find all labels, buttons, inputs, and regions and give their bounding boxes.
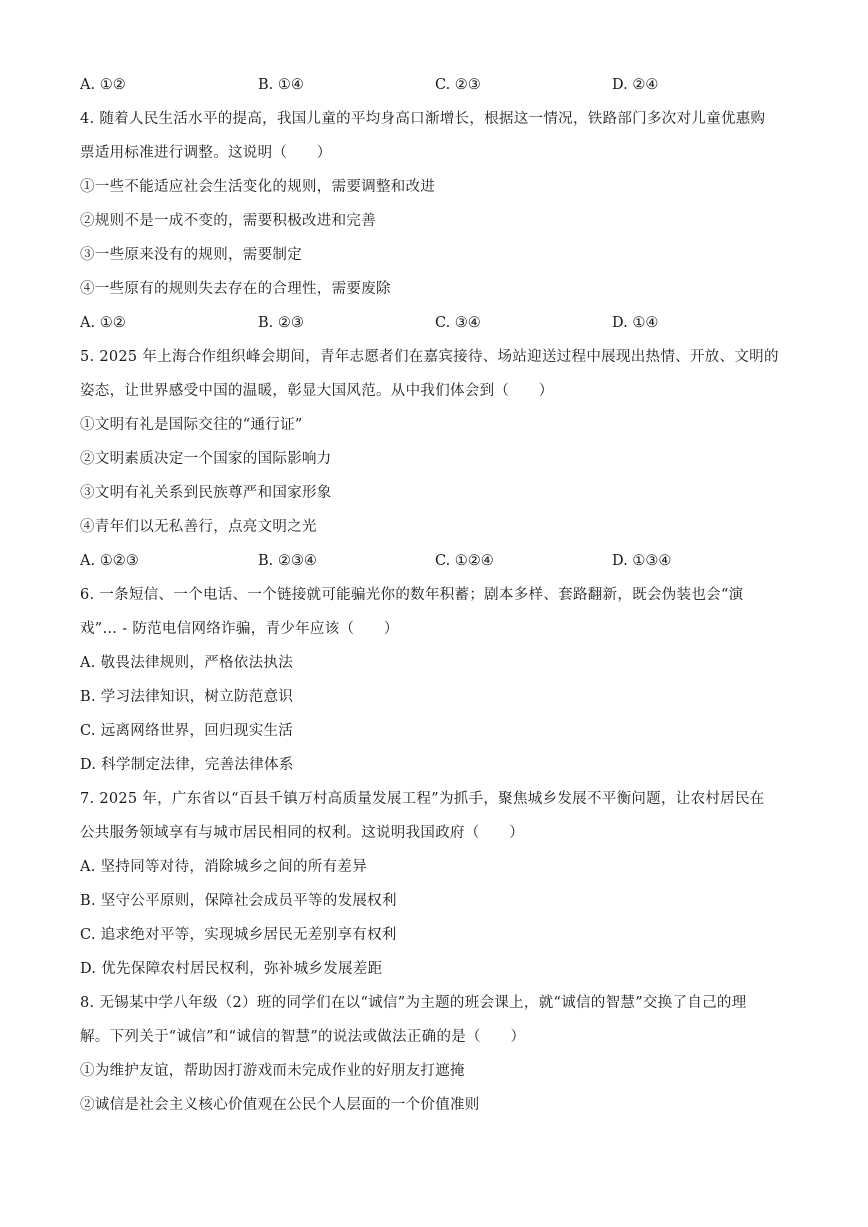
q6-stem-line2: 戏”… - 防范电信网络诈骗，青少年应该（ ） [80,621,399,637]
q3-option-a: A. ①② [80,77,126,93]
q3-option-d: D. ②④ [612,77,659,93]
q7-stem-line1: 7. 2025 年，广东省以“百县千镇万村高质量发展工程”为抓手，聚焦城乡发展不平衡问题，让农村居民在 [80,791,765,807]
q5-item-2: ②文明素质决定一个国家的国际影响力 [80,451,332,467]
q6-option-d: D. 科学制定法律，完善法律体系 [80,757,294,773]
q4-stem-line2: 票适用标准进行调整。这说明（ ） [80,145,332,161]
q8-item-1: ①为维护友谊，帮助因打游戏而未完成作业的好朋友打遮掩 [80,1063,465,1079]
q5-option-d: D. ①③④ [612,553,672,569]
q5-option-c: C. ①②④ [435,553,494,569]
q4-stem-line1: 4. 随着人民生活水平的提高，我国儿童的平均身高口渐增长，根据这一情况，铁路部门多次对儿童优惠购 [80,111,766,127]
q4-options [80,313,800,333]
q7-option-d: D. 优先保障农村居民权利，弥补城乡发展差距 [80,961,383,977]
q4-option-a: A. ①② [80,315,126,331]
q6-option-a: A. 敬畏法律规则，严格依法执法 [80,655,293,671]
q4-item-4: ④一些原有的规则失去存在的合理性，需要废除 [80,281,391,297]
q6-option-b: B. 学习法律知识，树立防范意识 [80,689,294,705]
q8-stem-line2: 解。下列关于“诚信”和“诚信的智慧”的说法或做法正确的是（ ） [80,1029,526,1045]
q4-item-1: ①一些不能适应社会生活变化的规则，需要调整和改进 [80,179,436,195]
q7-option-c: C. 追求绝对平等，实现城乡居民无差别享有权利 [80,927,397,943]
q5-options [80,551,800,571]
q5-option-b: B. ②③④ [258,553,317,569]
q5-item-4: ④青年们以无私善行，点亮文明之光 [80,519,317,535]
q4-option-b: B. ②③ [258,315,304,331]
q5-stem-line1: 5. 2025 年上海合作组织峰会期间，青年志愿者们在嘉宾接待、场站迎送过程中展现出热情、开放、文明的 [80,349,779,365]
q5-item-1: ①文明有礼是国际交往的“通行证” [80,417,303,433]
q4-item-2: ②规则不是一成不变的，需要积极改进和完善 [80,213,376,229]
q4-option-c: C. ③④ [435,315,481,331]
q3-option-c: C. ②③ [435,77,481,93]
q4-item-3: ③一些原来没有的规则，需要制定 [80,247,302,263]
q7-option-b: B. 坚守公平原则，保障社会成员平等的发展权利 [80,893,397,909]
q6-stem-line1: 6. 一条短信、一个电话、一个链接就可能骗光你的数年积蓄；剧本多样、套路翻新，既会伪装也会“演 [80,587,744,603]
q6-option-c: C. 远离网络世界，回归现实生活 [80,723,294,739]
q3-options [80,75,800,95]
q7-option-a: A. 坚持同等对待，消除城乡之间的所有差异 [80,859,367,875]
q5-item-3: ③文明有礼关系到民族尊严和国家形象 [80,485,332,501]
q5-stem-line2: 姿态，让世界感受中国的温暖，彰显大国风范。从中我们体会到（ ） [80,383,554,399]
q3-option-b: B. ①④ [258,77,304,93]
q8-item-2: ②诚信是社会主义核心价值观在公民个人层面的一个价值准则 [80,1097,480,1113]
q7-stem-line2: 公共服务领域享有与城市居民相同的权利。这说明我国政府（ ） [80,825,524,841]
q8-stem-line1: 8. 无锡某中学八年级（2）班的同学们在以“诚信”为主题的班会课上，就“诚信的智慧”交换了自己的理 [80,995,747,1011]
q5-option-a: A. ①②③ [80,553,139,569]
q4-option-d: D. ①④ [612,315,659,331]
